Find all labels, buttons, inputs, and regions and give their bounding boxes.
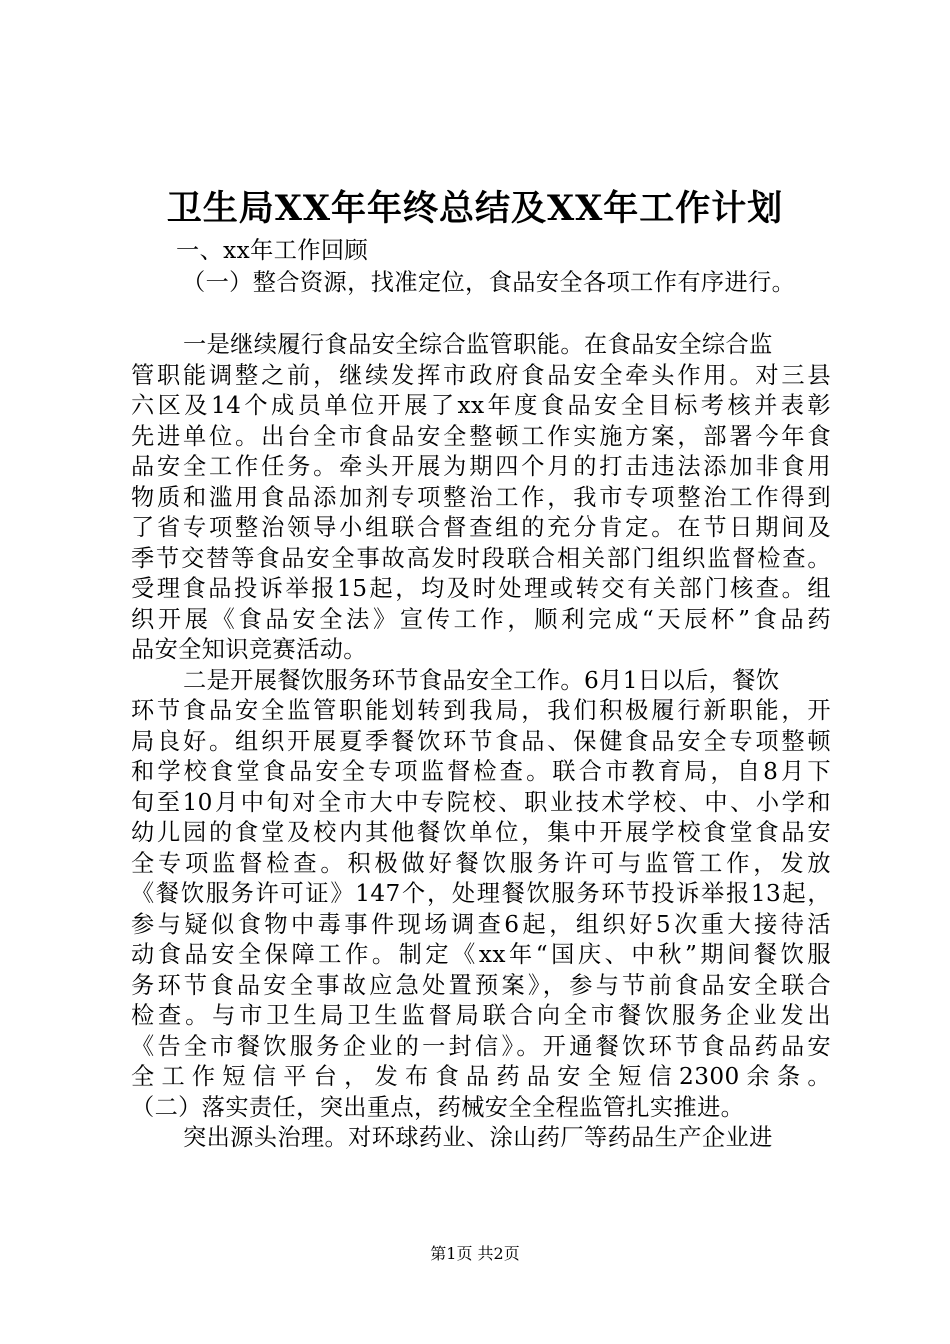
- paragraph-line: 六区及14个成员单位开展了xx年度食品安全目标考核并表彰: [131, 392, 831, 419]
- subsection-heading: （一）整合资源，找准定位，食品安全各项工作有序进行。: [182, 269, 796, 296]
- paragraph-line: 管职能调整之前，继续发挥市政府食品安全牵头作用。对三县: [131, 362, 831, 389]
- paragraph-line: 旬至10月中旬对全市大中专院校、职业技术学校、中、小学和: [131, 789, 831, 816]
- paragraph-line: 全专项监督检查。积极做好餐饮服务许可与监管工作，发放: [131, 850, 831, 877]
- paragraph-line: 务环节食品安全事故应急处置预案》，参与节前食品安全联合: [131, 972, 831, 999]
- paragraph-line: 参与疑似食物中毒事件现场调查6起，组织好5次重大接待活: [131, 911, 831, 938]
- section-heading: 一、xx年工作回顾: [176, 237, 369, 264]
- paragraph-line: 动食品安全保障工作。制定《xx年“国庆、中秋”期间餐饮服: [131, 941, 831, 968]
- paragraph-line: 一是继续履行食品安全综合监管职能。在食品安全综合监: [183, 331, 773, 358]
- paragraph-line: 先进单位。出台全市食品安全整顿工作实施方案，部署今年食: [131, 423, 831, 450]
- paragraph-line: 受理食品投诉举报15起，均及时处理或转交有关部门核查。组: [131, 575, 831, 602]
- paragraph-line: 检查。与市卫生局卫生监督局联合向全市餐饮服务企业发出: [131, 1002, 831, 1029]
- subsection-heading: 突出源头治理。对环球药业、涂山药厂等药品生产企业进: [183, 1124, 773, 1151]
- paragraph-line: 《餐饮服务许可证》147个，处理餐饮服务环节投诉举报13起，: [131, 880, 831, 907]
- paragraph-line: 二是开展餐饮服务环节食品安全工作。6月1日以后，餐饮: [183, 667, 780, 694]
- document-title: 卫生局XX年年终总结及XX年工作计划: [166, 188, 784, 229]
- paragraph-line: 季节交替等食品安全事故高发时段联合相关部门组织监督检查。: [131, 545, 831, 572]
- paragraph-line: 了省专项整治领导小组联合督查组的充分肯定。在节日期间及: [131, 514, 831, 541]
- paragraph-line: 织开展《食品安全法》宣传工作，顺利完成“天辰杯”食品药: [131, 606, 831, 633]
- paragraph-line: 和学校食堂食品安全专项监督检查。联合市教育局，自8月下: [131, 758, 831, 785]
- paragraph-line: 局良好。组织开展夏季餐饮环节食品、保健食品安全专项整顿: [131, 728, 831, 755]
- paragraph-line: 幼儿园的食堂及校内其他餐饮单位，集中开展学校食堂食品安: [131, 819, 831, 846]
- paragraph-line: 环节食品安全监管职能划转到我局，我们积极履行新职能，开: [131, 697, 831, 724]
- paragraph-line: 品安全工作任务。牵头开展为期四个月的打击违法添加非食用: [131, 453, 831, 480]
- paragraph-line: 物质和滥用食品添加剂专项整治工作，我市专项整治工作得到: [131, 484, 831, 511]
- page-footer: 第1页 共2页: [430, 1244, 520, 1263]
- paragraph-line: 全工作短信平台，发布食品药品安全短信2300余条。: [131, 1063, 831, 1090]
- paragraph-line: 品安全知识竞赛活动。: [131, 636, 367, 663]
- paragraph-line: （二）落实责任，突出重点，药械安全全程监管扎实推进。: [131, 1094, 745, 1121]
- paragraph-line: 《告全市餐饮服务企业的一封信》。开通餐饮环节食品药品安: [131, 1033, 831, 1060]
